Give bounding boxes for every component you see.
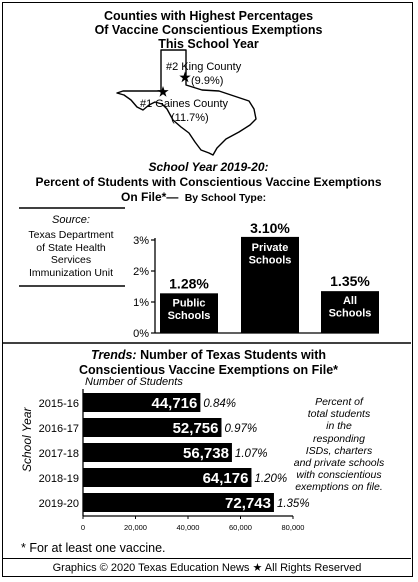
trend-year-label: 2017-18 (38, 448, 79, 460)
bar-y-tick-label: 3% (133, 235, 149, 247)
source-label: Source: (52, 214, 90, 226)
trend-value-label: 52,756 (172, 420, 219, 437)
bar-y-tick-label: 2% (133, 266, 149, 278)
bar-section-title-on-file: On File*— (121, 190, 179, 204)
trend-value-label: 44,716 (151, 395, 198, 412)
trend-title-line-2: Conscientious Vaccine Exemptions on File* (78, 363, 339, 377)
king-county-value: (9.9%) (191, 75, 224, 87)
school-type-value-label: 1.35% (330, 273, 370, 290)
trend-title-rest: Number of Texas Students with (140, 348, 326, 362)
credit-line: Graphics © 2020 Texas Education News ★ All Rights Reserved (52, 562, 362, 574)
trend-heading: Trends: (90, 348, 137, 362)
trend-note-line-5: ISDs, charters (305, 444, 373, 457)
school-type-category-label: All (342, 295, 358, 308)
source-line-2: of State Health (36, 241, 106, 254)
trend-note-line-3: in the (326, 420, 352, 433)
trend-percent-label: 1.07% (234, 448, 268, 460)
trend-x-tick-label: 40,000 (176, 523, 200, 532)
trend-value-label: 56,738 (183, 445, 229, 462)
credit-divider (3, 558, 411, 559)
trend-note-line-7: with conscientious (296, 469, 382, 482)
trend-note-line-1: Percent of (315, 396, 363, 408)
trend-year-label: 2016-17 (38, 423, 79, 435)
trend-note-line-2: total students (307, 408, 371, 421)
bar-section-by-type: By School Type: (184, 192, 267, 204)
trend-percent-label: 1.35% (276, 498, 310, 510)
trend-note-line-6: and private schools (293, 457, 385, 470)
trend-x-tick-label: 20,000 (124, 523, 147, 532)
school-type-category-label: Schools (328, 307, 372, 320)
gaines-county-label: #1 Gaines County (140, 98, 229, 110)
trend-note-line-4: responding (313, 432, 365, 445)
bar-y-tick-label: 0% (133, 328, 149, 340)
footnote: * For at least one vaccine. (21, 541, 166, 555)
trend-x-tick-label: 60,000 (229, 523, 252, 532)
infographic (2, 2, 413, 577)
school-type-value-label: 1.28% (169, 275, 209, 292)
trend-value-label: 64,176 (202, 470, 249, 487)
map-title-line-3: This School Year (158, 37, 259, 51)
trend-year-label: 2019-20 (38, 498, 79, 510)
trend-note-line-8: exemptions on file. (295, 481, 383, 494)
bar-y-tick-label: 1% (133, 297, 149, 309)
school-type-category-label: Private (251, 241, 289, 254)
trend-y-axis-title: School Year (20, 407, 34, 472)
trend-value-label: 72,743 (225, 495, 271, 512)
bar-section-title-line-1: Percent of Students with Conscientious Vaccine Exemptions (35, 175, 382, 189)
school-type-value-label: 3.10% (250, 219, 290, 236)
trend-percent-label: 0.84% (203, 398, 236, 410)
source-line-4: Immunization Unit (28, 266, 114, 279)
trend-percent-label: 1.20% (254, 473, 288, 485)
map-title-line-2: Of Vaccine Conscientious Exemptions (94, 23, 323, 37)
school-type-category-label: Schools (167, 309, 211, 322)
trend-x-tick-label: 0 (80, 523, 86, 532)
bar-section-heading: School Year 2019-20: (148, 160, 269, 174)
king-county-label: #2 King County (166, 61, 242, 73)
school-type-category-label: Public (172, 297, 206, 310)
source-line-3: Services (50, 254, 92, 266)
trend-percent-label: 0.97% (224, 423, 258, 435)
trend-note (279, 396, 399, 494)
gaines-county-value: (11.7%) (171, 112, 209, 124)
trend-x-tick-label: 80,000 (281, 523, 305, 532)
trend-year-label: 2015-16 (38, 398, 79, 410)
trend-axis-title: Number of Students (85, 376, 183, 388)
school-type-category-label: Schools (248, 254, 292, 267)
trend-year-label: 2018-19 (38, 473, 79, 485)
source-line-1: Texas Department (28, 229, 114, 241)
map-title-line-1: Counties with Highest Percentages (103, 9, 314, 23)
